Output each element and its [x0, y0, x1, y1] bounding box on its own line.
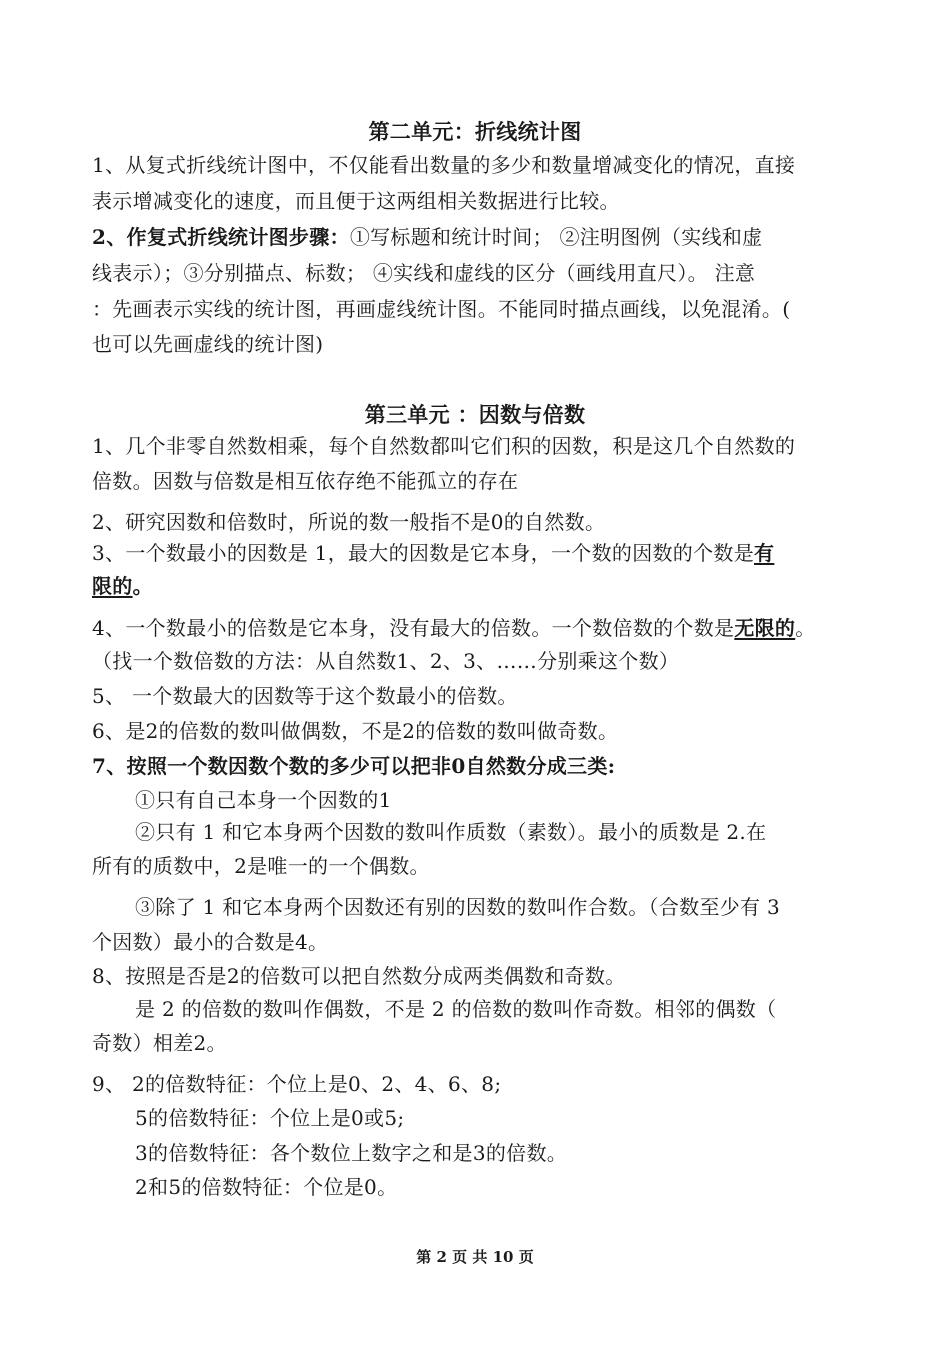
- unit3-p5: 5、 一个数最大的因数等于这个数最小的倍数。: [92, 684, 518, 708]
- unit3-p9-line1: 9、 2的倍数特征：个位上是0、2、4、6、8;: [92, 1072, 502, 1096]
- unit3-p4-emphasis: 无限的: [734, 616, 796, 640]
- unit3-p3-end: 。: [132, 574, 153, 598]
- unit3-p2: 2、研究因数和倍数时，所说的数一般指不是0的自然数。: [92, 510, 606, 534]
- unit3-p3-line2: [92, 572, 864, 600]
- unit3-p4-end: 。: [795, 616, 816, 640]
- unit3-title: 第三单元 ：因数与倍数: [364, 402, 586, 427]
- unit3-p1-line1: 1、几个非零自然数相乘，每个自然数都叫它们积的因数，积是这几个自然数的: [92, 434, 796, 458]
- unit3-p4-line1: [92, 614, 864, 642]
- unit3-p8-line2: 是 2 的倍数的数叫作偶数，不是 2 的倍数的数叫作奇数。相邻的偶数（: [135, 997, 777, 1021]
- unit2-p2-line1: [92, 223, 864, 251]
- unit3-p7-item-c-line1: ③除了 1 和它本身两个因数还有别的因数的数叫作合数。（合数至少有 3: [135, 895, 781, 919]
- page-number-footer: 第 2 页 共 10 页: [416, 1248, 534, 1266]
- unit2-p2-line3: ：先画表示实线的统计图，再画虚线统计图。不能同时描点画线，以免混淆。(: [92, 297, 791, 321]
- unit3-p9-line2: 5的倍数特征：个位上是0或5;: [135, 1106, 405, 1130]
- unit3-p9-line3: 3的倍数特征：各个数位上数字之和是3的倍数。: [135, 1141, 568, 1165]
- unit2-p2-line4: 也可以先画虚线的统计图): [92, 332, 324, 356]
- unit2-p2-heading: 2、作复式折线统计图步骤：: [92, 225, 350, 249]
- unit3-p3-text: 3、一个数最小的因数是 1，最大的因数是它本身，一个数的因数的个数是: [92, 541, 755, 565]
- unit3-p7-item-a: ①只有自己本身一个因数的1: [135, 788, 392, 812]
- unit2-p1-line2: 表示增减变化的速度，而且便于这两组相关数据进行比较。: [92, 189, 620, 213]
- unit2-title: 第二单元：折线统计图: [368, 119, 582, 144]
- unit3-p3-emphasis-cont: 限的: [92, 574, 133, 598]
- unit3-p4-text: 4、一个数最小的倍数是它本身，没有最大的倍数。一个数倍数的个数是: [92, 616, 735, 640]
- unit3-p7-item-c-line2: 个因数）最小的合数是4。: [92, 930, 329, 954]
- unit2-p2-line2: 线表示）；③分别描点、标数； ④实线和虚线的区分（画线用直尺）。 注意: [92, 261, 756, 285]
- unit2-p1-line1: 1、从复式折线统计图中，不仅能看出数量的多少和数量增减变化的情况，直接: [92, 153, 796, 177]
- unit3-p7-item-b-line2: 所有的质数中，2是唯一的一个偶数。: [92, 854, 430, 878]
- unit2-p2-steps: ①写标题和统计时间； ②注明图例（实线和虚: [349, 225, 763, 249]
- unit3-p6: 6、是2的倍数的数叫做偶数，不是2的倍数的数叫做奇数。: [92, 719, 619, 743]
- unit3-p3-emphasis: 有: [754, 541, 775, 565]
- unit3-p7-item-b-line1: ②只有 1 和它本身两个因数的数叫作质数（素数）。最小的质数是 2.在: [135, 820, 767, 844]
- unit3-p9-line4: 2和5的倍数特征：个位是0。: [135, 1175, 398, 1199]
- unit3-p1-line2: 倍数。因数与倍数是相互依存绝不能孤立的存在: [92, 469, 519, 493]
- unit3-p8-line3: 奇数）相差2。: [92, 1031, 227, 1055]
- unit3-p4-line2: （找一个数倍数的方法：从自然数1、2、3、……分别乘这个数）: [92, 649, 680, 673]
- unit3-p3-line1: [92, 539, 864, 567]
- unit3-p7-heading: 7、按照一个数因数个数的多少可以把非0自然数分成三类:: [92, 754, 616, 778]
- unit3-p8-line1: 8、按照是否是2的倍数可以把自然数分成两类偶数和奇数。: [92, 964, 626, 988]
